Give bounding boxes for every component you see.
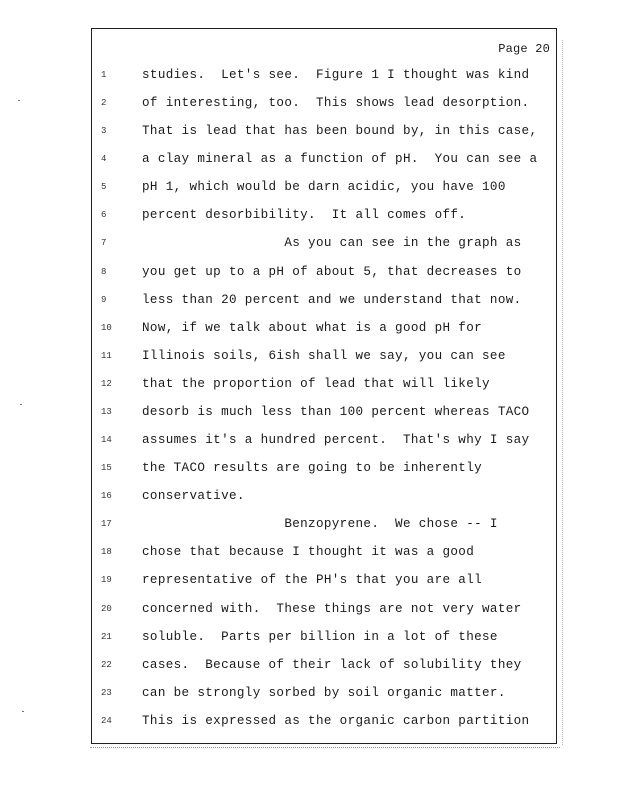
transcript-line bbox=[92, 683, 556, 703]
line-number: 3 bbox=[101, 126, 107, 137]
scan-speck bbox=[20, 404, 22, 405]
transcript-line bbox=[92, 290, 556, 310]
line-number: 17 bbox=[101, 519, 112, 530]
line-number: 14 bbox=[101, 435, 112, 446]
line-text: That is lead that has been bound by, in this case, bbox=[142, 124, 538, 139]
line-text: you get up to a pH of about 5, that decreases to bbox=[142, 264, 522, 279]
line-number: 9 bbox=[101, 294, 107, 305]
line-text: studies. Let's see. Figure 1 I thought was kind bbox=[142, 68, 530, 82]
line-number: 24 bbox=[101, 715, 112, 726]
line-number: 15 bbox=[101, 463, 112, 474]
line-text: a clay mineral as a function of pH. You can see a bbox=[142, 152, 538, 167]
transcript-line bbox=[92, 149, 556, 169]
transcript-line bbox=[92, 93, 556, 113]
line-text: Illinois soils, 6ish shall we say, you can see bbox=[142, 348, 506, 363]
transcript-line bbox=[92, 205, 556, 225]
line-text: desorb is much less than 100 percent whereas TACO bbox=[142, 404, 530, 419]
line-number: 22 bbox=[101, 659, 112, 670]
line-text: percent desorbibility. It all comes off. bbox=[142, 208, 467, 223]
transcript-line bbox=[92, 177, 556, 197]
transcript-line bbox=[92, 542, 556, 562]
line-text: soluble. Parts per billion in a lot of these bbox=[142, 629, 498, 644]
line-text: the TACO results are going to be inherently bbox=[142, 461, 483, 476]
transcript-line bbox=[92, 346, 556, 366]
line-number: 6 bbox=[101, 210, 107, 221]
line-number: 7 bbox=[101, 238, 107, 249]
line-number: 4 bbox=[101, 154, 107, 165]
line-text: Benzopyrene. We chose -- I bbox=[142, 517, 498, 532]
line-text: As you can see in the graph as bbox=[142, 236, 522, 251]
line-text: can be strongly sorbed by soil organic matter. bbox=[142, 685, 506, 700]
transcript-line bbox=[92, 262, 556, 282]
line-number: 8 bbox=[101, 266, 107, 277]
line-number: 5 bbox=[101, 182, 107, 193]
transcript-line bbox=[92, 318, 556, 338]
transcript-line bbox=[92, 233, 556, 253]
line-text: of interesting, too. This shows lead desorption. bbox=[142, 96, 530, 111]
line-number: 19 bbox=[101, 575, 112, 586]
line-number: 2 bbox=[101, 98, 107, 109]
line-text: chose that because I thought it was a good bbox=[142, 545, 475, 560]
transcript-line bbox=[92, 65, 556, 85]
line-number: 13 bbox=[101, 406, 112, 417]
line-text: concerned with. These things are not very water bbox=[142, 601, 522, 616]
transcript-line bbox=[92, 402, 556, 422]
page-number: Page 20 bbox=[498, 42, 550, 56]
line-number: 23 bbox=[101, 687, 112, 698]
line-text: pH 1, which would be darn acidic, you have 100 bbox=[142, 180, 506, 195]
transcript-line bbox=[92, 627, 556, 647]
line-text: conservative. bbox=[142, 489, 245, 504]
line-number: 12 bbox=[101, 378, 112, 389]
line-text: less than 20 percent and we understand that now. bbox=[142, 292, 522, 307]
line-number: 16 bbox=[101, 491, 112, 502]
line-number: 21 bbox=[101, 631, 112, 642]
transcript-line bbox=[92, 486, 556, 506]
line-text: This is expressed as the organic carbon partition bbox=[142, 713, 530, 728]
transcript-line bbox=[92, 655, 556, 675]
scan-edge-bottom bbox=[90, 747, 560, 748]
scan-edge-right bbox=[562, 40, 563, 745]
line-text: assumes it's a hundred percent. That's why I say bbox=[142, 433, 530, 448]
transcript-line bbox=[92, 458, 556, 478]
line-number: 18 bbox=[101, 547, 112, 558]
transcript-frame bbox=[91, 28, 557, 744]
line-text: Now, if we talk about what is a good pH for bbox=[142, 320, 483, 335]
line-text: cases. Because of their lack of solubility they bbox=[142, 657, 522, 672]
line-number: 11 bbox=[101, 350, 112, 361]
scan-speck bbox=[18, 100, 20, 101]
line-text: that the proportion of lead that will likely bbox=[142, 376, 490, 391]
transcript-line bbox=[92, 570, 556, 590]
transcript-line bbox=[92, 430, 556, 450]
transcript-line bbox=[92, 514, 556, 534]
line-number: 20 bbox=[101, 603, 112, 614]
scan-speck bbox=[22, 711, 24, 712]
transcript-line bbox=[92, 374, 556, 394]
line-number: 10 bbox=[101, 322, 112, 333]
transcript-line bbox=[92, 599, 556, 619]
line-number: 1 bbox=[101, 70, 107, 80]
line-text: representative of the PH's that you are all bbox=[142, 573, 483, 588]
transcript-line bbox=[92, 711, 556, 731]
transcript-line bbox=[92, 121, 556, 141]
